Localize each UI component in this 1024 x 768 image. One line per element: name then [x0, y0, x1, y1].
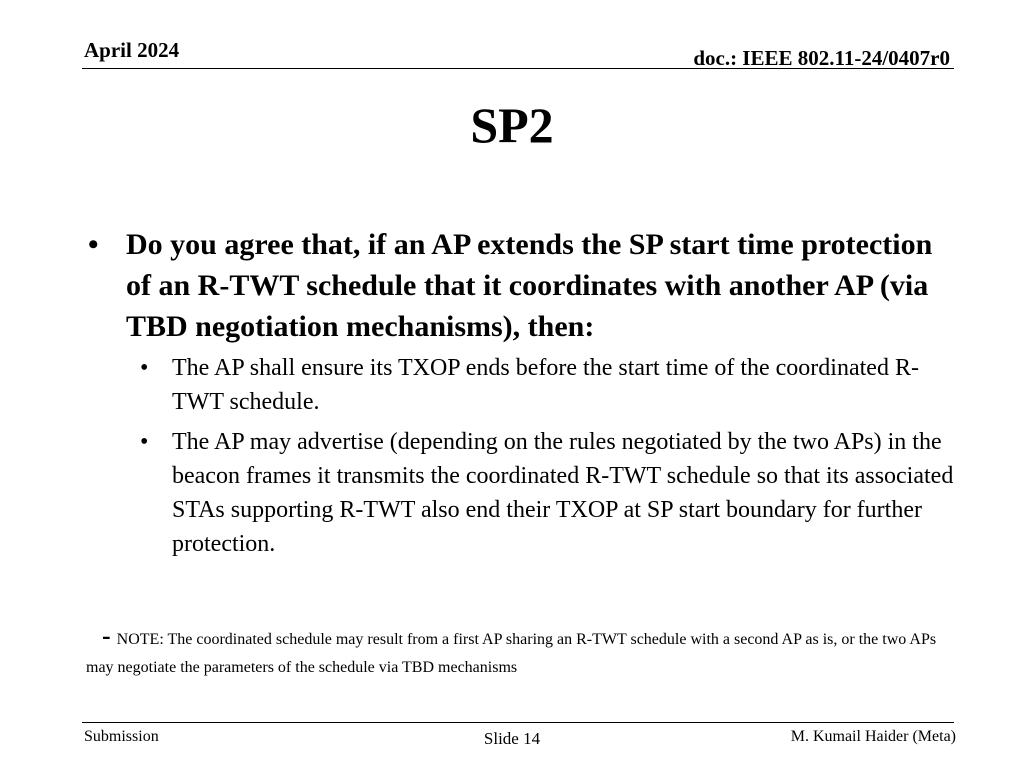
footer-divider: [82, 722, 954, 723]
bullet-icon: •: [140, 429, 149, 455]
footer-slide-number: Slide 14: [483, 729, 541, 748]
sub-bullet-item: [126, 351, 964, 419]
sub-bullet-list: [126, 351, 964, 561]
main-bullet-text: Do you agree that, if an AP extends the SP start time protection of an R-TWT schedule that it coordinates with another AP (via TBD negotiation mechanisms), then:: [126, 228, 933, 343]
sub-bullet-text: The AP may advertise (depending on the rules negotiated by the two APs) in the beacon frames it transmits the coordinated R-TWT schedule so that its associated STAs supporting R-TWT also end their TXOP at SP start boundary for further protection.: [172, 429, 954, 557]
footer-author: M. Kumail Haider (Meta): [790, 728, 956, 745]
bullet-icon: •: [140, 355, 149, 381]
sub-bullet-text: The AP shall ensure its TXOP ends before the start time of the coordinated R-TWT schedule.: [172, 355, 919, 415]
header-doc-id: doc.: IEEE 802.11-24/0407r0: [693, 46, 950, 70]
note-dash: -: [102, 621, 111, 650]
bullet-list: [84, 224, 964, 567]
main-bullet-item: [84, 224, 964, 561]
bullet-icon: •: [88, 228, 99, 261]
sub-bullet-item: [126, 425, 964, 561]
note-text-block: [86, 622, 946, 682]
footer-submission: Submission: [84, 728, 159, 745]
slide-title: SP2: [470, 97, 554, 153]
header-date: April 2024: [84, 38, 180, 62]
header-divider: [82, 68, 954, 69]
note-text: NOTE: The coordinated schedule may result from a first AP sharing an R-TWT schedule with a second AP as is, or the two APs may negotiate the parameters of the schedule via TBD mechanisms: [86, 631, 937, 676]
